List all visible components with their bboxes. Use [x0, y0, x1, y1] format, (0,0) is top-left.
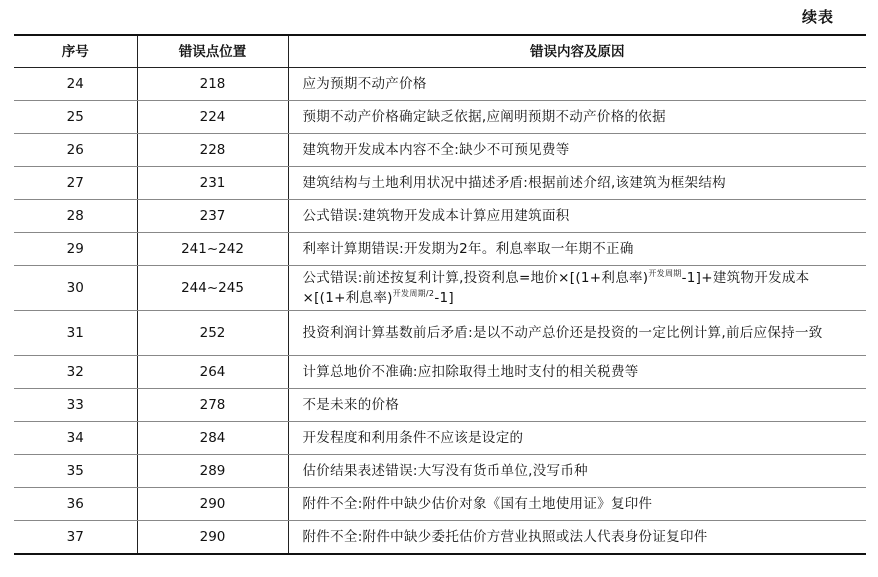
formula-exponent-2: 开发周期/2: [392, 289, 435, 298]
row-number: 30: [14, 266, 137, 311]
row-position: 290: [137, 488, 288, 521]
row-number: 26: [14, 134, 137, 167]
row-position: 237: [137, 200, 288, 233]
formula-text-part-1: 公式错误:前述按复利计算,投资利息=地价×[(1+利息率): [302, 270, 649, 286]
row-position: 264: [137, 356, 288, 389]
row-number: 31: [14, 311, 137, 356]
table-row: [14, 266, 866, 311]
row-number: 33: [14, 389, 137, 422]
row-position: 278: [137, 389, 288, 422]
table-row: [14, 488, 866, 521]
row-number: 24: [14, 68, 137, 101]
row-description: 计算总地价不准确:应扣除取得土地时支付的相关税费等: [288, 356, 866, 389]
column-header-position: 错误点位置: [137, 35, 288, 68]
row-position: 218: [137, 68, 288, 101]
row-description: 不是未来的价格: [288, 389, 866, 422]
row-description: 附件不全:附件中缺少估价对象《国有土地使用证》复印件: [288, 488, 866, 521]
table-row: [14, 233, 866, 266]
table-header-row: [14, 35, 866, 68]
row-description: 预期不动产价格确定缺乏依据,应阐明预期不动产价格的依据: [288, 101, 866, 134]
row-description: 建筑物开发成本内容不全:缺少不可预见费等: [288, 134, 866, 167]
table-row: [14, 134, 866, 167]
row-description: 应为预期不动产价格: [288, 68, 866, 101]
formula-text-part-2: -1]+建筑物开发成本×[(1+利息率): [302, 270, 810, 306]
row-number: 35: [14, 455, 137, 488]
table-row: [14, 521, 866, 555]
row-position: 241~242: [137, 233, 288, 266]
row-position: 224: [137, 101, 288, 134]
table-row: [14, 422, 866, 455]
table-row: [14, 455, 866, 488]
row-description: 估价结果表述错误:大写没有货币单位,没写币种: [288, 455, 866, 488]
table-row: [14, 356, 866, 389]
row-description: 利率计算期错误:开发期为2年。利息率取一年期不正确: [288, 233, 866, 266]
table-row: [14, 311, 866, 356]
column-header-number: 序号: [14, 35, 137, 68]
table-row: [14, 167, 866, 200]
row-number: 32: [14, 356, 137, 389]
row-number: 25: [14, 101, 137, 134]
formula-exponent-1: 开发周期: [648, 269, 682, 278]
row-position: 244~245: [137, 266, 288, 311]
row-number: 29: [14, 233, 137, 266]
error-table: [14, 34, 866, 555]
column-header-content: 错误内容及原因: [288, 35, 866, 68]
table-row: [14, 389, 866, 422]
table-row: [14, 200, 866, 233]
row-position: 284: [137, 422, 288, 455]
row-position: 231: [137, 167, 288, 200]
row-description: 建筑结构与土地利用状况中描述矛盾:根据前述介绍,该建筑为框架结构: [288, 167, 866, 200]
continued-label: 续表: [801, 8, 834, 26]
row-position: 289: [137, 455, 288, 488]
table-row: [14, 68, 866, 101]
row-description: 投资利润计算基数前后矛盾:是以不动产总价还是投资的一定比例计算,前后应保持一致: [288, 311, 866, 356]
row-description: 公式错误:建筑物开发成本计算应用建筑面积: [288, 200, 866, 233]
row-position: 290: [137, 521, 288, 555]
row-description: 开发程度和利用条件不应该是设定的: [288, 422, 866, 455]
row-number: 36: [14, 488, 137, 521]
row-number: 28: [14, 200, 137, 233]
row-number: 34: [14, 422, 137, 455]
row-description: 附件不全:附件中缺少委托估价方营业执照或法人代表身份证复印件: [288, 521, 866, 555]
row-position: 252: [137, 311, 288, 356]
row-position: 228: [137, 134, 288, 167]
row-number: 27: [14, 167, 137, 200]
row-number: 37: [14, 521, 137, 555]
row-description-formula: [288, 266, 866, 311]
table-row: [14, 101, 866, 134]
formula-text-part-3: -1]: [434, 290, 454, 306]
